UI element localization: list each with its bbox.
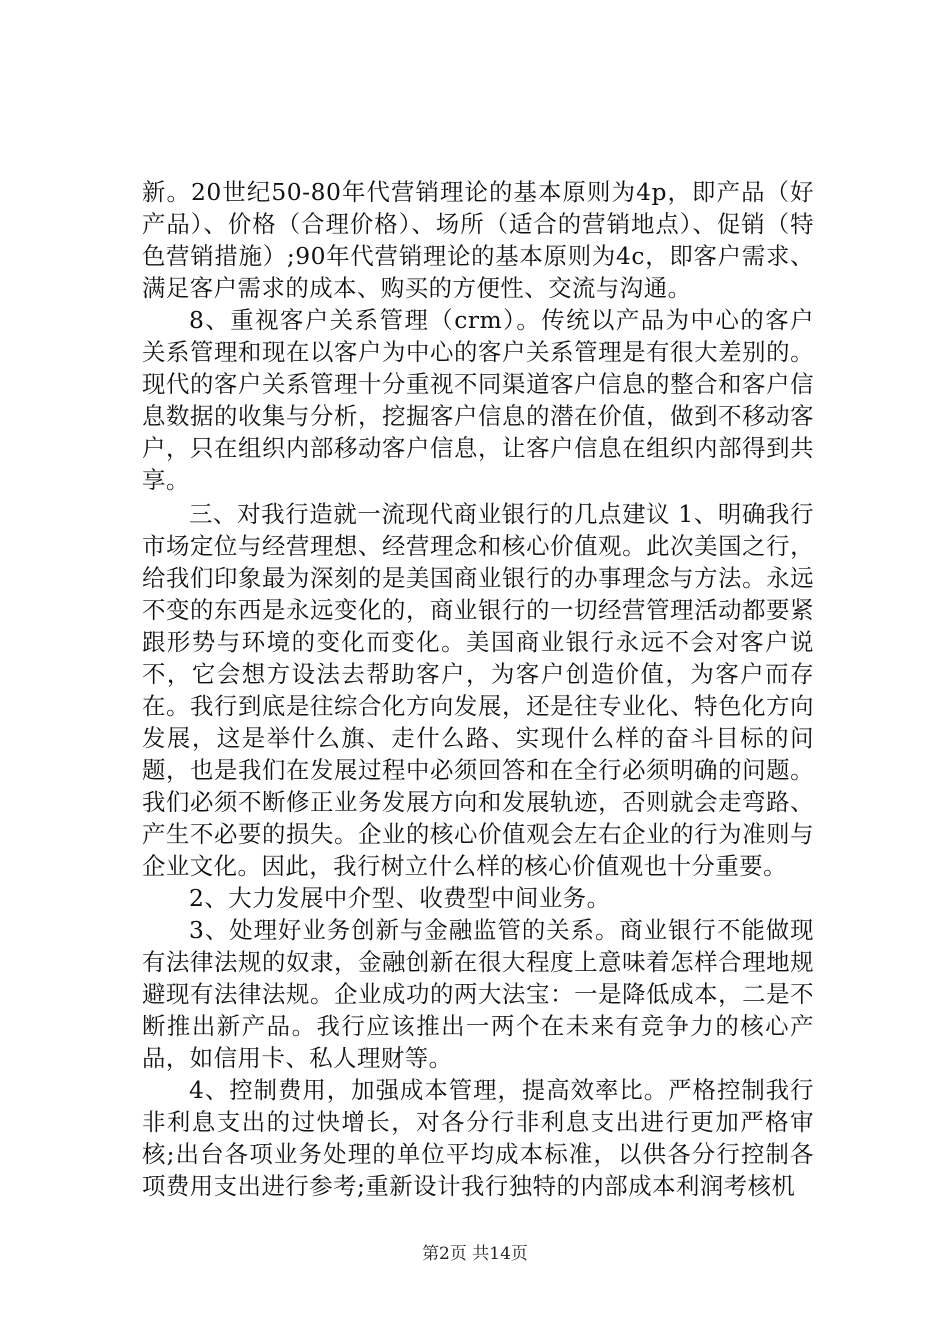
document-body xyxy=(142,176,814,1202)
paragraph-innovation-regulation: 3、处理好业务创新与金融监管的关系。商业银行不能做现有法律法规的奴隶，金融创新在很大程度上意味着怎样合理地规避现有法律法规。企业成功的两大法宝：一是降低成本，二是不断推出新产品。我行应该推出一两个在未来有竞争力的核心产品，如信用卡、私人理财等。 xyxy=(142,916,814,1072)
paragraph-marketing-theory: 新。20世纪50-80年代营销理论的基本原则为4p，即产品（好产品）、价格（合理价格）、场所（适合的营销地点）、促销（特色营销措施）;90年代营销理论的基本原则为4c，即客户需求、满足客户需求的成本、购买的方便性、交流与沟通。 xyxy=(142,178,814,302)
paragraph-intermediary-business: 2、大力发展中介型、收费型中间业务。 xyxy=(189,884,611,912)
paragraph-cost-control: 4、控制费用，加强成本管理，提高效率比。严格控制我行非利息支出的过快增长，对各分行非利息支出进行更加严格审核;出台各项业务处理的单位平均成本标准，以供各分行控制各项费用支出进行参考;重新设计我行独特的内部成本利润考核机 xyxy=(142,1076,814,1200)
page-footer: 第2页 共14页 xyxy=(422,1244,528,1264)
paragraph-crm: 8、重视客户关系管理（crm）。传统以产品为中心的客户关系管理和现在以客户为中心的客户关系管理是有很大差别的。现代的客户关系管理十分重视不同渠道客户信息的整合和客户信息数据的收集与分析，挖掘客户信息的潜在价值，做到不移动客户，只在组织内部移动客户信息，让客户信息在组织内部得到共享。 xyxy=(142,306,814,494)
paragraph-recommendations: 三、对我行造就一流现代商业银行的几点建议 1、明确我行市场定位与经营理想、经营理念和核心价值观。此次美国之行，给我们印象最为深刻的是美国商业银行的办事理念与方法。永远不变的东西是永远变化的，商业银行的一切经营管理活动都要紧跟形势与环境的变化而变化。美国商业银行永远不会对客户说不，它会想方设法去帮助客户，为客户创造价值，为客户而存在。我行到底是往综合化方向发展，还是往专业化、特色化方向发展，这是举什么旗、走什么路、实现什么样的奋斗目标的问题，也是我们在发展过程中必须回答和在全行必须明确的问题。我们必须不断修正业务发展方向和发展轨迹，否则就会走弯路、产生不必要的损失。企业的核心价值观会左右企业的行为准则与企业文化。因此，我行树立什么样的核心价值观也十分重要。 xyxy=(142,500,814,880)
